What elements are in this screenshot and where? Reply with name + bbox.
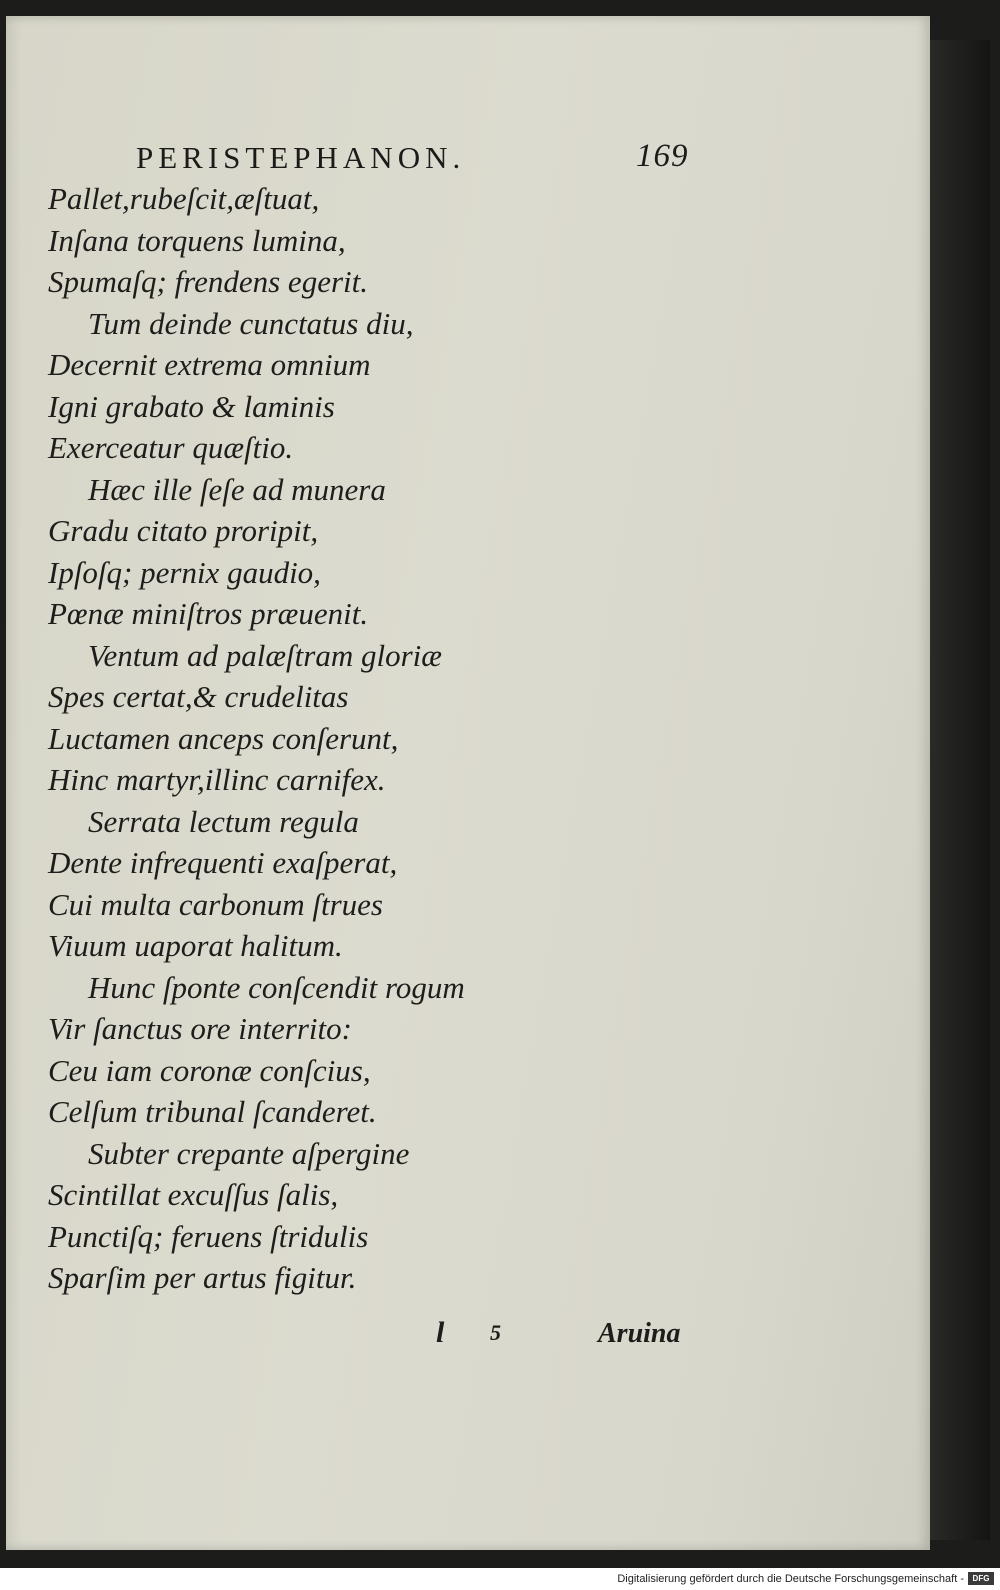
verse-line: Igni grabato & laminis [48,388,335,424]
page-number: 169 [636,138,689,174]
verse-line: Inſana torquens lumina, [48,222,346,258]
page-header [136,126,696,182]
credit-bar [0,1568,1000,1590]
verse-line: Subter crepante aſpergine [88,1135,410,1171]
verse-line: Vir ſanctus ore interrito: [48,1011,352,1046]
verse-line: Hinc martyr,illinc carnifex. [48,762,386,797]
verse-line: Sparſim per artus figitur. [48,1260,357,1295]
verse-line: Gradu citato proripit, [48,513,319,548]
verse-line: Hæc ille ſeſe ad munera [88,471,386,507]
verse-line: Spes certat,& crudelitas [48,679,349,714]
verse-line: Viuum uaporat halitum. [48,928,343,963]
verse-line: Ventum ad palæſtram gloriæ [88,637,442,673]
verse-line: Celſum tribunal ſcanderet. [48,1094,377,1129]
scan-edge [930,40,990,1540]
dfg-logo-icon: DFG [968,1572,994,1585]
verse-text [48,178,668,1299]
verse-line: Ipſoſq; pernix gaudio, [48,554,321,590]
verse-line: Punctiſq; feruens ſtridulis [48,1218,369,1254]
verse-line: Pallet,rubeſcit,æſtuat, [48,181,320,216]
verse-line: Spumaſq; frendens egerit. [48,264,368,299]
signature-mark: l [436,1316,445,1349]
signature-number: 5 [490,1320,501,1345]
verse-line: Pœnæ miniſtros præuenit. [48,596,369,631]
verse-line: Luctamen anceps conſerunt, [48,720,399,756]
verse-line: Decernit extrema omnium [48,347,371,382]
verse-line: Ceu iam coronæ conſcius, [48,1052,371,1088]
verse-line: Dente infrequenti exaſperat, [48,845,398,880]
page-footer [426,1316,726,1366]
running-title: PERISTEPHANON. [136,140,466,175]
catchword: Aruina [598,1318,681,1349]
credit-text: Digitalisierung gefördert durch die Deutsche Forschungsgemeinschaft - [617,1573,964,1585]
verse-line: Hunc ſponte conſcendit rogum [88,969,465,1005]
verse-line: Serrata lectum regula [88,803,359,839]
verse-line: Scintillat excuſſus ſalis, [48,1177,339,1212]
verse-line: Exerceatur quæſtio. [48,430,294,465]
book-page [6,16,930,1550]
verse-line: Tum deinde cunctatus diu, [88,305,414,341]
verse-line: Cui multa carbonum ſtrues [48,886,383,922]
